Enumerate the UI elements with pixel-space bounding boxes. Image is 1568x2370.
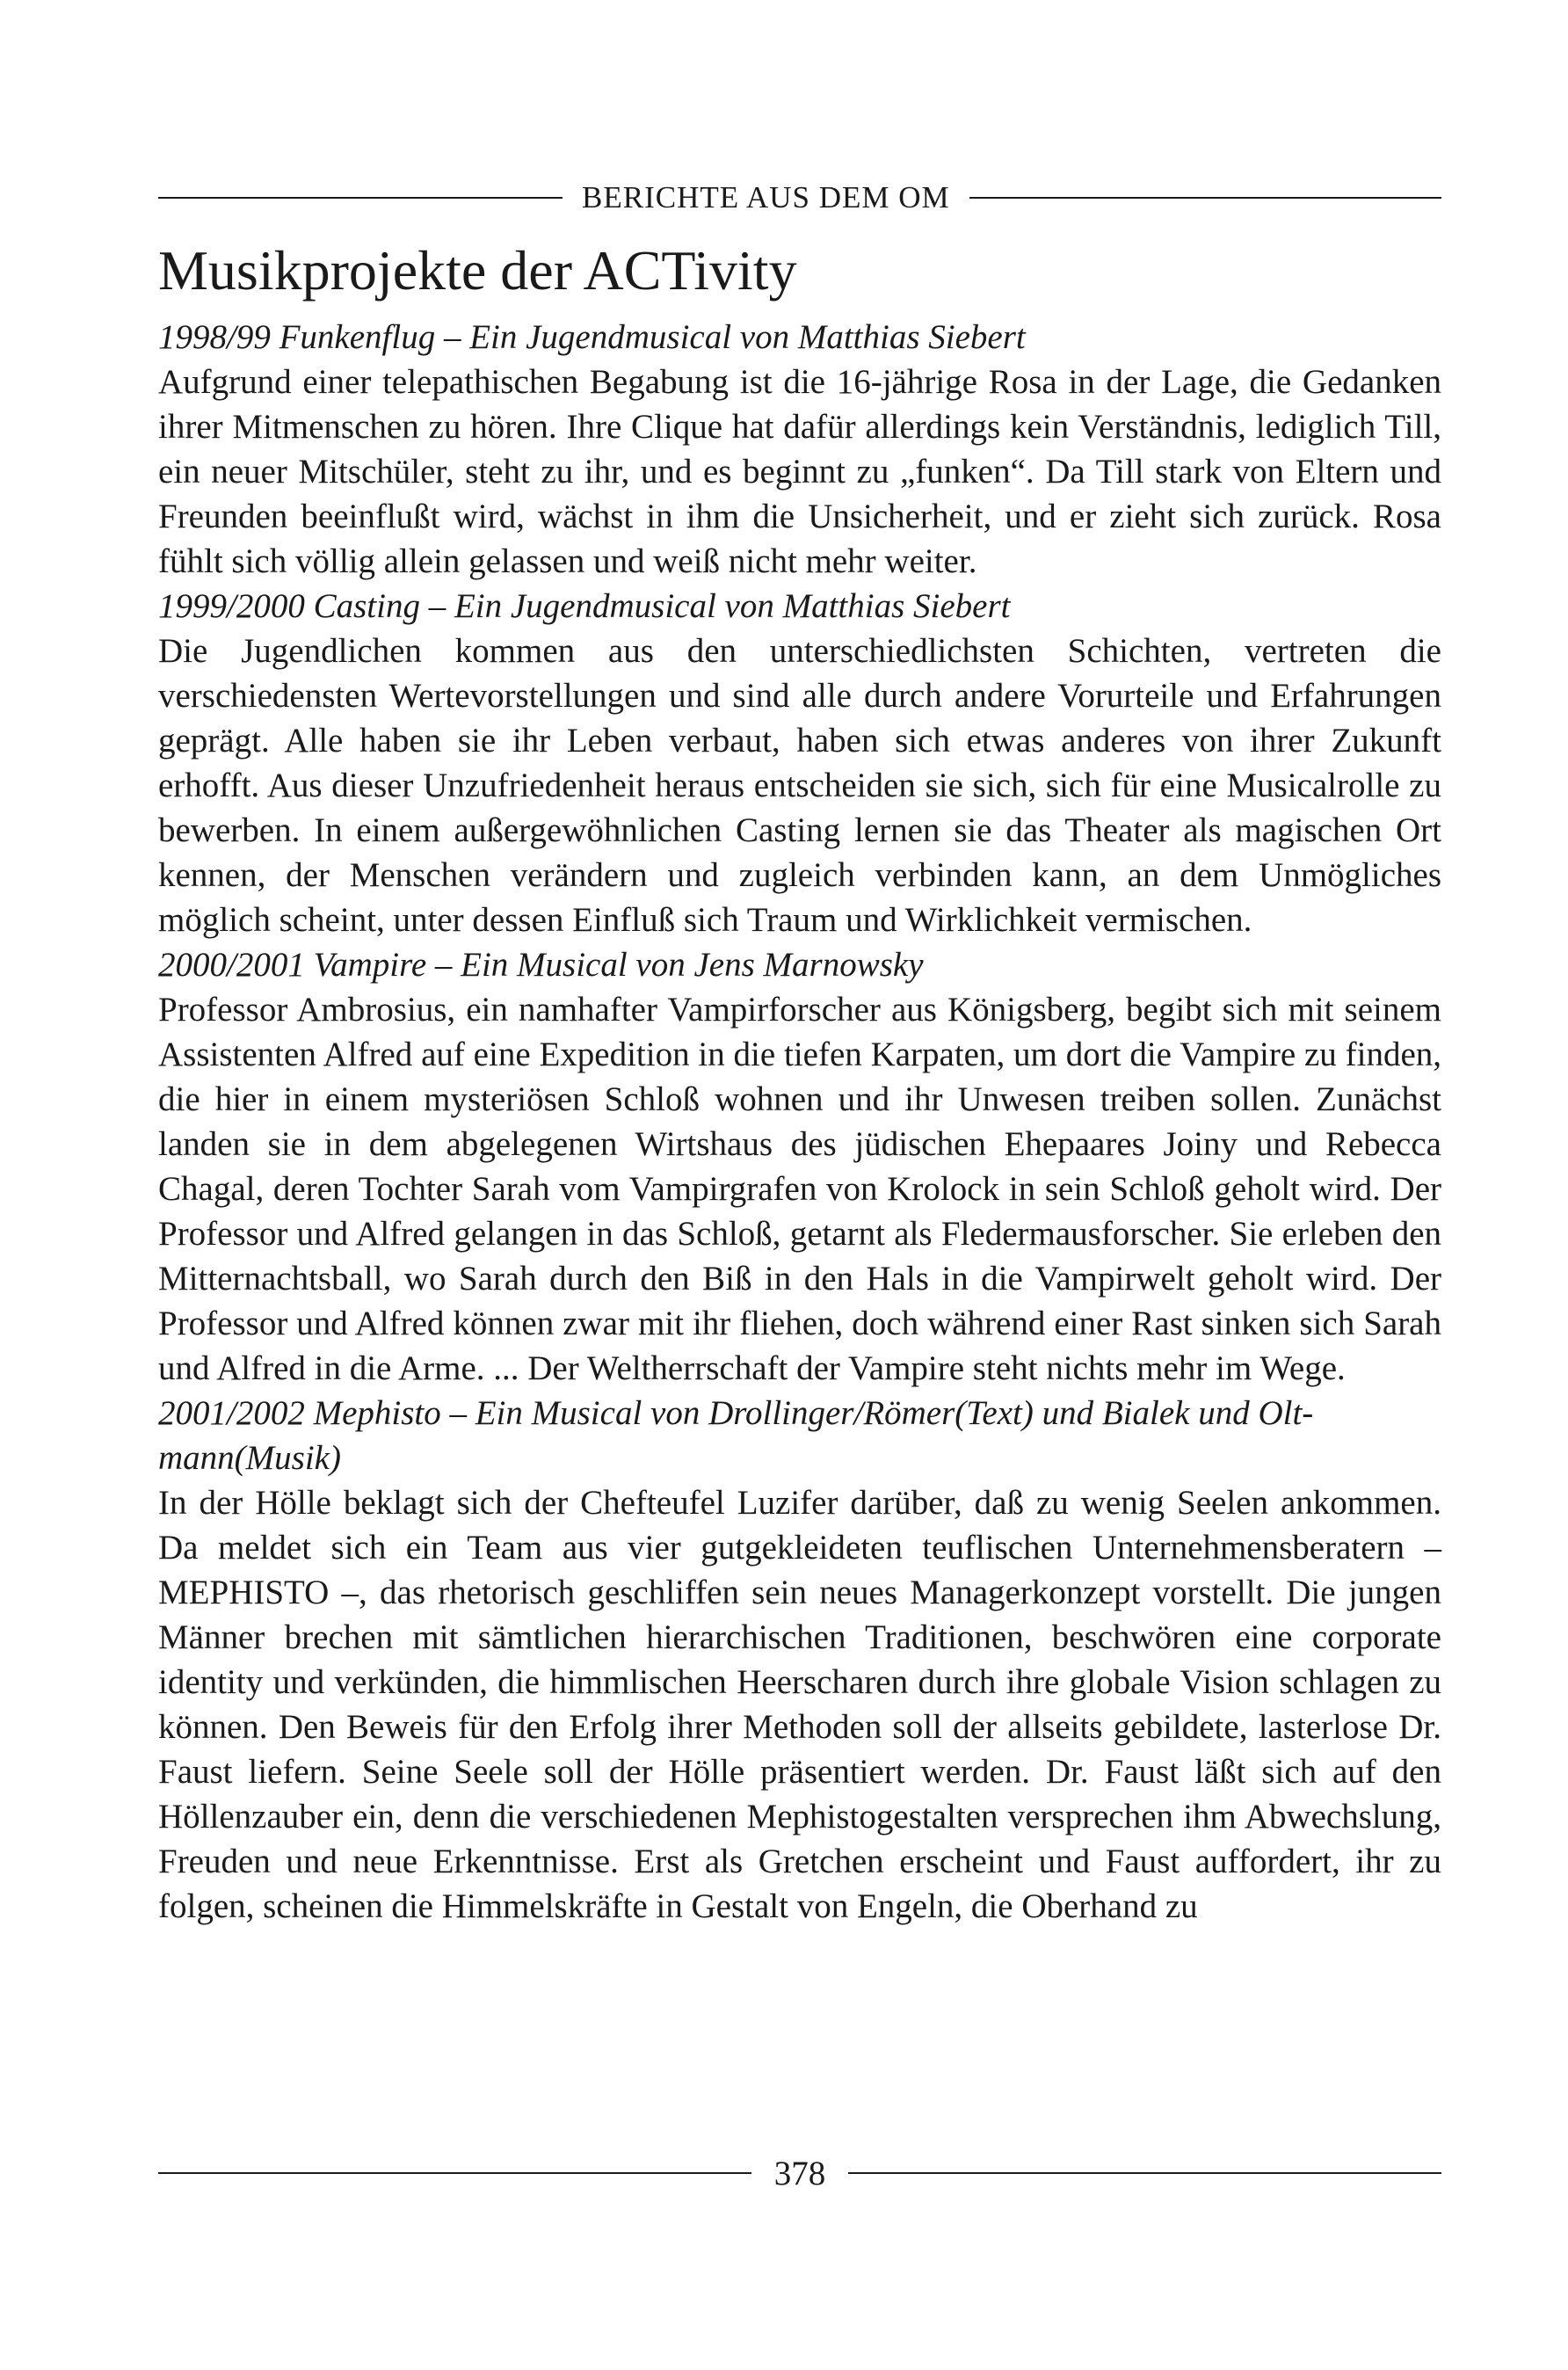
page-content <box>158 230 1441 1929</box>
project-description: In der Hölle beklagt sich der Chefteufel Luzifer darüber, daß zu wenig Seelen ankommen. Da meldet sich ein Team aus vier gutgekleideten teuflischen Unternehmensberatern – MEPHISTO –, das rhetorisch geschliffen sein neues Managerkonzept vorstellt. Die jungen Männer brechen mit sämtlichen hierarchischen Traditionen, beschwören eine corporate identity und verkünden, die himmlischen Heerscharen durch ihre globale Vision schlagen zu können. Den Beweis für den Erfolg ihrer Methoden soll der allseits gebildete, lasterlose Dr. Faust liefern. Seine Seele soll der Hölle präsentiert werden. Dr. Faust läßt sich auf den Höllenzauber ein, denn die verschiedenen Mephistogestalten versprechen ihm Abwechslung, Freuden und neue Erkenntnisse. Erst als Gretchen erscheint und Faust auffordert, ihr zu folgen, scheinen die Himmelskräfte in Gestalt von Engeln, die Oberhand zu <box>158 1484 1441 1925</box>
project-entry <box>158 315 1441 584</box>
header-rule-right <box>969 197 1441 199</box>
project-description: Professor Ambrosius, ein namhafter Vampirforscher aus Königsberg, begibt sich mit seinem Assistenten Alfred auf eine Expedition in die tiefen Karpaten, um dort die Vampire zu finden, die hier in einem mysteriösen Schloß wohnen und ihr Unwesen treiben sollen. Zunächst landen sie in dem abgelegenen Wirtshaus des jüdischen Ehepaares Joiny und Rebecca Chagal, deren Tochter Sarah vom Vampirgrafen von Krolock in sein Schloß geholt wird. Der Professor und Alfred gelangen in das Schloß, getarnt als Fledermausforscher. Sie erleben den Mitternachtsball, wo Sarah durch den Biß in den Hals in die Vampirwelt geholt wird. Der Professor und Alfred können zwar mit ihr fliehen, doch während einer Rast sinken sich Sarah und Alfred in die Arme. ... Der Weltherrschaft der Vampire steht nichts mehr im Wege. <box>158 991 1441 1387</box>
project-heading: 2001/2002 Mephisto – Ein Musical von Drollinger/Römer(Text) und Bialek und Oltmann(Musik) <box>158 1394 1314 1477</box>
footer-rule-right <box>848 2172 1441 2174</box>
page-footer <box>158 2147 1441 2199</box>
project-heading: 2000/2001 Vampire – Ein Musical von Jens Marnowsky <box>158 946 924 984</box>
project-entry <box>158 584 1441 942</box>
project-description: Aufgrund einer telepathischen Begabung ist die 16-jährige Rosa in der Lage, die Gedanken ihrer Mitmenschen zu hören. Ihre Clique hat dafür allerdings kein Verständnis, lediglich Till, ein neuer Mitschüler, steht zu ihr, und es beginnt zu „funken“. Da Till stark von Eltern und Freunden beeinflußt wird, wächst in ihm die Unsicherheit, und er zieht sich zurück. Rosa fühlt sich völlig allein gelassen und weiß nicht mehr weiter. <box>158 363 1441 580</box>
project-heading: 1998/99 Funkenflug – Ein Jugendmusical von Matthias Siebert <box>158 318 1026 356</box>
page-number: 378 <box>773 2154 826 2192</box>
page-title: Musikprojekte der ACTivity <box>158 239 797 302</box>
project-heading: 1999/2000 Casting – Ein Jugendmusical von Matthias Siebert <box>158 587 1011 625</box>
footer-rule-left <box>158 2172 751 2174</box>
project-entry <box>158 942 1441 1391</box>
project-description: Die Jugendlichen kommen aus den unterschiedlichsten Schichten, vertreten die verschiedensten Wertevorstellungen und sind alle durch andere Vorurteile und Erfahrungen geprägt. Alle haben sie ihr Leben verbaut, haben sich etwas anderes von ihrer Zukunft erhofft. Aus dieser Unzufriedenheit heraus entscheiden sie sich, sich für eine Musicalrolle zu bewerben. In einem außergewöhnlichen Casting lernen sie das Theater als magischen Ort kennen, der Menschen verändern und zugleich verbinden kann, an dem Unmögliches möglich scheint, unter dessen Einfluß sich Traum und Wirklichkeit vermischen. <box>158 632 1441 939</box>
header-rule-left <box>158 197 563 199</box>
section-header: BERICHTE AUS DEM OM <box>582 180 950 214</box>
project-entry <box>158 1391 1441 1929</box>
running-header <box>158 176 1441 220</box>
